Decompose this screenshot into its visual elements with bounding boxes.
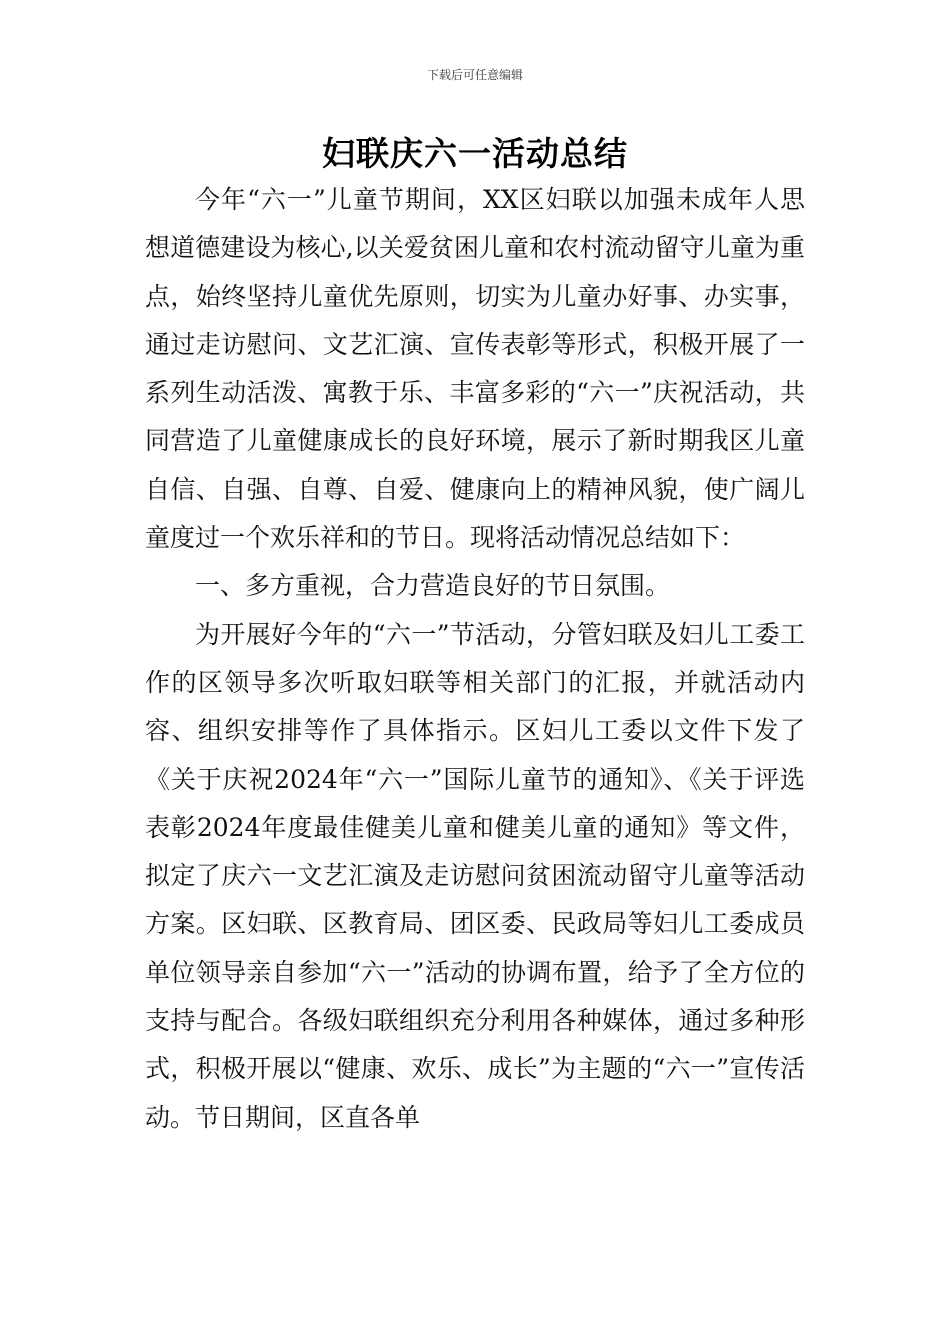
section-heading-1: 一、多方重视，合力营造良好的节日氛围。	[195, 571, 671, 601]
document-title: 妇联庆六一活动总结	[322, 134, 628, 173]
document-body	[145, 176, 805, 1142]
intro-paragraph: 今年“六一”儿童节期间，XX区妇联以加强未成年人思想道德建设为核心,以关爱贫困儿童和农村流动留守儿童为重点，始终坚持儿童优先原则，切实为儿童办好事、办实事，通过走访慰问、文艺汇演、宣传表彰等形式，积极开展了一系列生动活泼、寓教于乐、丰富多彩的“六一”庆祝活动，共同营造了儿童健康成长的良好环境，展示了新时期我区儿童自信、自强、自尊、自爱、健康向上的精神风貌，使广阔儿童度过一个欢乐祥和的节日。现将活动情况总结如下：	[145, 185, 805, 553]
section-1-paragraph: 为开展好今年的“六一”节活动，分管妇联及妇儿工委工作的区领导多次听取妇联等相关部门的汇报，并就活动内容、组织安排等作了具体指示。区妇儿工委以文件下发了《关于庆祝2024年“六一”国际儿童节的通知》、《关于评选表彰2024年度最佳健美儿童和健美儿童的通知》等文件，拟定了庆六一文艺汇演及走访慰问贫困流动留守儿童等活动方案。区妇联、区教育局、团区委、民政局等妇儿工委成员单位领导亲自参加“六一”活动的协调布置，给予了全方位的支持与配合。各级妇联组织充分利用各种媒体，通过多种形式，积极开展以“健康、欢乐、成长”为主题的“六一”宣传活动。节日期间，区直各单	[145, 619, 805, 1132]
header-note: 下载后可任意编辑	[426, 68, 523, 82]
